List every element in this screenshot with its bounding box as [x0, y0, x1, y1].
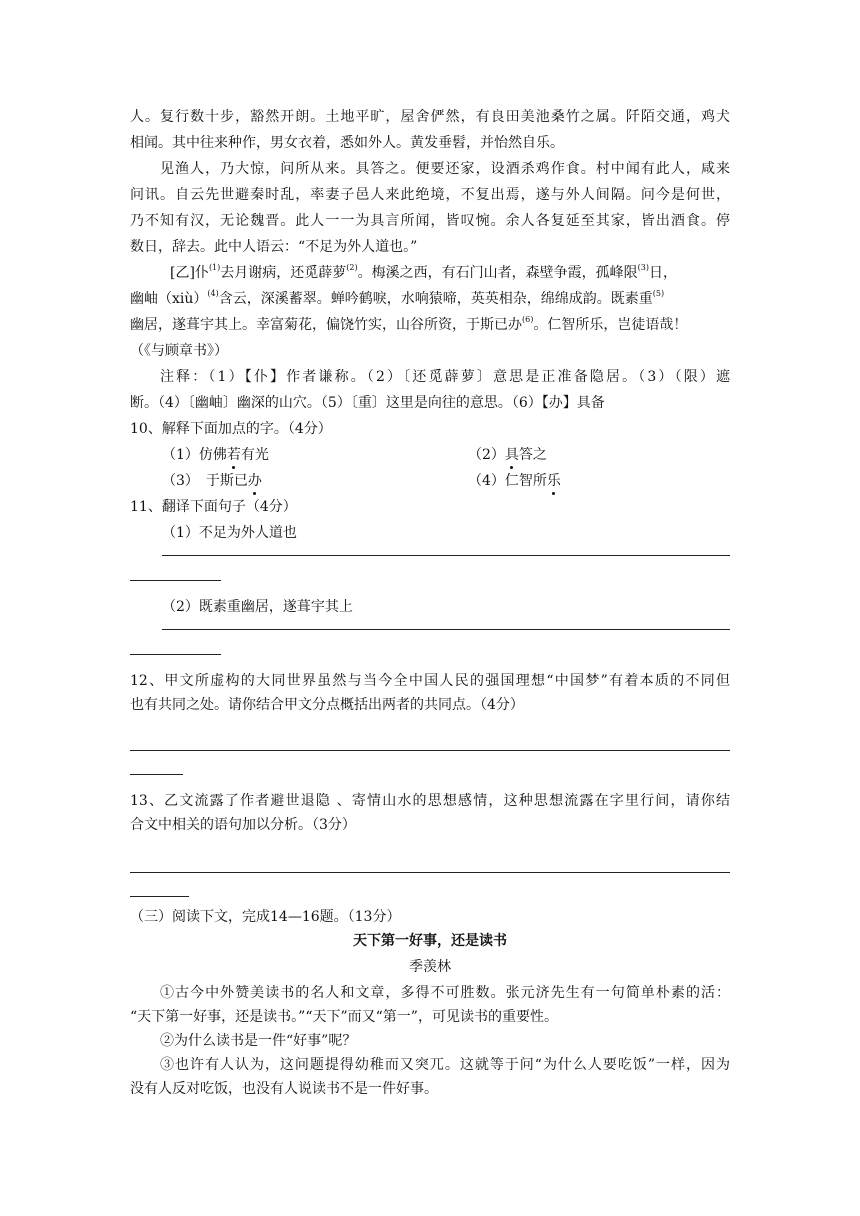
article-title: 天下第一好事，还是读书: [353, 933, 507, 949]
q10-text: 答之: [518, 447, 547, 463]
passage-a-line: 数日，辞去。此中人语云：“不足为外人道也。”: [130, 239, 418, 255]
q12-line: 也有共同之处。请你结合甲文分点概括出两者的共同点。（4分）: [130, 697, 524, 713]
passage-b-line: [130, 314, 730, 336]
notes-line: 断。（4）〔幽岫〕幽深的山穴。（5）〔重〕这里是向往的意思。（6）【办】具备: [130, 395, 605, 411]
q10-text: （4）仁智所: [468, 473, 547, 489]
dotted-char: 办: [248, 470, 262, 492]
article-paragraph-line: ②为什么读书是一件“好事”呢？: [160, 1033, 357, 1049]
q10-text: 有光: [240, 447, 269, 463]
section3-intro: （三）阅读下文，完成14—16题。（13分）: [130, 909, 401, 925]
notes-line: 注释：（1）【仆】作者谦称。（2）〔还觅薜萝〕意思是正准备隐居。（3）（限）遮: [160, 369, 730, 385]
passage-b-text: 幽岫（xiù）: [130, 291, 208, 307]
footnote-mark: (5): [652, 289, 665, 298]
passage-b-line: [170, 262, 730, 284]
answer-line[interactable]: [130, 896, 189, 897]
passage-a-line: 乃不知有汉，无论魏晋。此人一一为具言所闻，皆叹惋。余人各复延至其家，皆出酒食。停: [130, 213, 730, 229]
passage-a-line: 人。复行数十步，豁然开朗。土地平旷，屋舍俨然，有良田美池桑竹之属。阡陌交通，鸡犬: [130, 109, 730, 125]
footnote-mark: (4): [207, 289, 219, 298]
footnote-mark: (2): [346, 263, 358, 272]
q11-item-2: （2）既素重幽居，遂葺宇其上: [162, 599, 353, 615]
q11-item-1: （1）不足为外人道也: [162, 525, 297, 541]
article-author: 季羡林: [409, 959, 451, 975]
q11-title: 11、翻译下面句子（4分）: [130, 499, 297, 515]
q13-line: 13、乙文流露了作者避世退隐 、寄情山水的思想感情，这种思想流露在字里行间，请你结: [130, 793, 730, 809]
passage-b-text: 日，: [648, 265, 677, 281]
answer-line[interactable]: [162, 555, 730, 556]
q10-item-3: [162, 470, 462, 492]
passage-b-text: 。梅溪之西，有石门山者，森壁争霞，孤峰限: [357, 265, 638, 281]
footnote-mark: (6): [522, 315, 534, 324]
footnote-mark: (3): [637, 263, 649, 272]
footnote-mark: (1): [208, 263, 221, 272]
q10-text: （1）仿佛: [162, 447, 227, 463]
answer-line[interactable]: [130, 872, 730, 873]
q10-item-4: [468, 470, 730, 492]
answer-line[interactable]: [130, 750, 730, 751]
q10-text: （3） 于斯已: [162, 473, 248, 489]
passage-b-line: [130, 288, 730, 310]
passage-a-line: 相闻。其中往来种作，男女衣着，悉如外人。黄发垂髫，并怡然自乐。: [130, 135, 564, 151]
q10-item-2: [468, 444, 730, 466]
article-paragraph-line: “天下第一好事，还是读书。”“天下”而又“第一”，可见读书的重要性。: [130, 1009, 558, 1025]
q12-line: 12、甲文所虚构的大同世界虽然与当今全中国人民的强国理想“中国梦”有着本质的不同但: [130, 673, 730, 689]
passage-a-line: 见渔人，乃大惊，问所从来。具答之。便要还家，设酒杀鸡作食。村中闻有此人，咸来: [160, 161, 730, 177]
dotted-char: 具: [505, 444, 519, 466]
q10-text: （2）: [468, 447, 505, 463]
dotted-char: 若: [227, 444, 241, 466]
q10-title: 10、解释下面加点的字。（4分）: [130, 421, 332, 437]
answer-line[interactable]: [130, 654, 221, 655]
passage-b-text: 幽居，遂葺宇其上。幸富菊花，偏饶竹实，山谷所资，于斯已办: [130, 317, 522, 333]
answer-line[interactable]: [162, 629, 730, 630]
passage-b-source: （《与顾章书》）: [130, 343, 228, 359]
passage-a-line: 问讯。自云先世避秦时乱，率妻子邑人来此绝境，不复出焉，遂与外人间隔。问今是何世，: [130, 187, 730, 203]
article-paragraph-line: ①古今中外赞美读书的名人和文章，多得不可胜数。张元济先生有一句简单朴素的活：: [160, 985, 730, 1001]
dotted-char: 乐: [547, 470, 561, 492]
passage-b-text: 去月谢病，还觅薜萝: [220, 265, 347, 281]
answer-line[interactable]: [130, 580, 221, 581]
article-paragraph-line: 没有人反对吃饭，也没有人说读书不是一件好事。: [130, 1081, 438, 1097]
passage-b-text: [乙]仆: [170, 265, 209, 281]
passage-b-text: 含云，深溪蓄翠。蝉吟鹤唳，水响猿啼，英英相杂，绵绵成韵。既素重: [218, 291, 653, 307]
answer-line[interactable]: [130, 774, 183, 775]
passage-b-text: 。仁智所乐，岂徒语哉！: [533, 317, 688, 333]
article-paragraph-line: ③也许有人认为，这问题提得幼稚而又突兀。这就等于问“为什么人要吃饭”一样，因为: [160, 1057, 730, 1073]
q13-line: 合文中相关的语句加以分析。（3分）: [130, 817, 356, 833]
q10-item-1: [162, 444, 462, 466]
